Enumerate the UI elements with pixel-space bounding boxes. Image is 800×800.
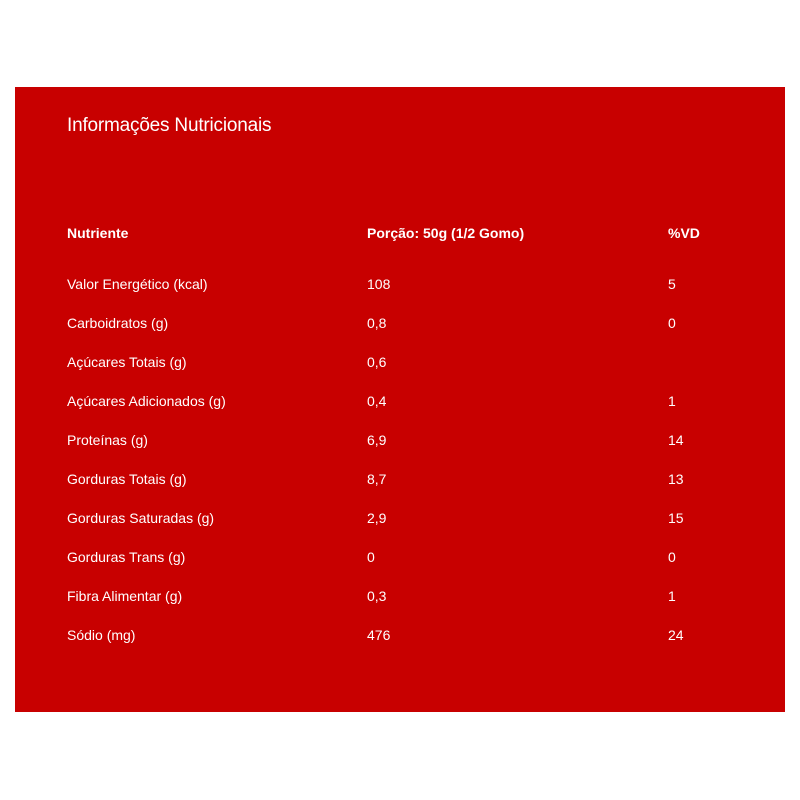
daily-value: 24 [668,627,684,643]
daily-value: 5 [668,276,676,292]
nutrient-name: Açúcares Totais (g) [67,354,187,370]
nutrient-name: Fibra Alimentar (g) [67,588,183,604]
table-row [67,465,767,504]
header-daily-value: %VD [668,225,700,241]
daily-value: 0 [668,315,676,331]
table-row [67,426,767,465]
header-nutrient: Nutriente [67,225,129,241]
header-portion: Porção: 50g (1/2 Gomo) [367,225,525,241]
portion-value: 8,7 [367,471,387,487]
nutrient-name: Gorduras Trans (g) [67,549,186,565]
portion-value: 2,9 [367,510,387,526]
nutrient-name: Valor Energético (kcal) [67,276,208,292]
nutrient-name: Gorduras Totais (g) [67,471,187,487]
daily-value: 13 [668,471,684,487]
table-row [67,387,767,426]
portion-value: 0 [367,549,375,565]
portion-value: 476 [367,627,391,643]
daily-value: 14 [668,432,684,448]
portion-value: 108 [367,276,391,292]
nutrition-table [67,219,767,660]
daily-value: 1 [668,393,676,409]
portion-value: 0,6 [367,354,387,370]
table-row [67,504,767,543]
daily-value: 15 [668,510,684,526]
portion-value: 6,9 [367,432,387,448]
table-row [67,348,767,387]
panel-title: Informações Nutricionais [67,115,272,136]
nutrient-name: Açúcares Adicionados (g) [67,393,226,409]
table-row [67,270,767,309]
daily-value: 0 [668,549,676,565]
table-header-row [67,219,767,270]
nutrition-panel [15,87,785,712]
daily-value: 1 [668,588,676,604]
nutrient-name: Carboidratos (g) [67,315,169,331]
portion-value: 0,4 [367,393,387,409]
nutrient-name: Proteínas (g) [67,432,148,448]
table-row [67,582,767,621]
portion-value: 0,8 [367,315,387,331]
portion-value: 0,3 [367,588,387,604]
table-row [67,309,767,348]
nutrient-name: Gorduras Saturadas (g) [67,510,215,526]
table-row [67,621,767,660]
nutrient-name: Sódio (mg) [67,627,136,643]
table-row [67,543,767,582]
